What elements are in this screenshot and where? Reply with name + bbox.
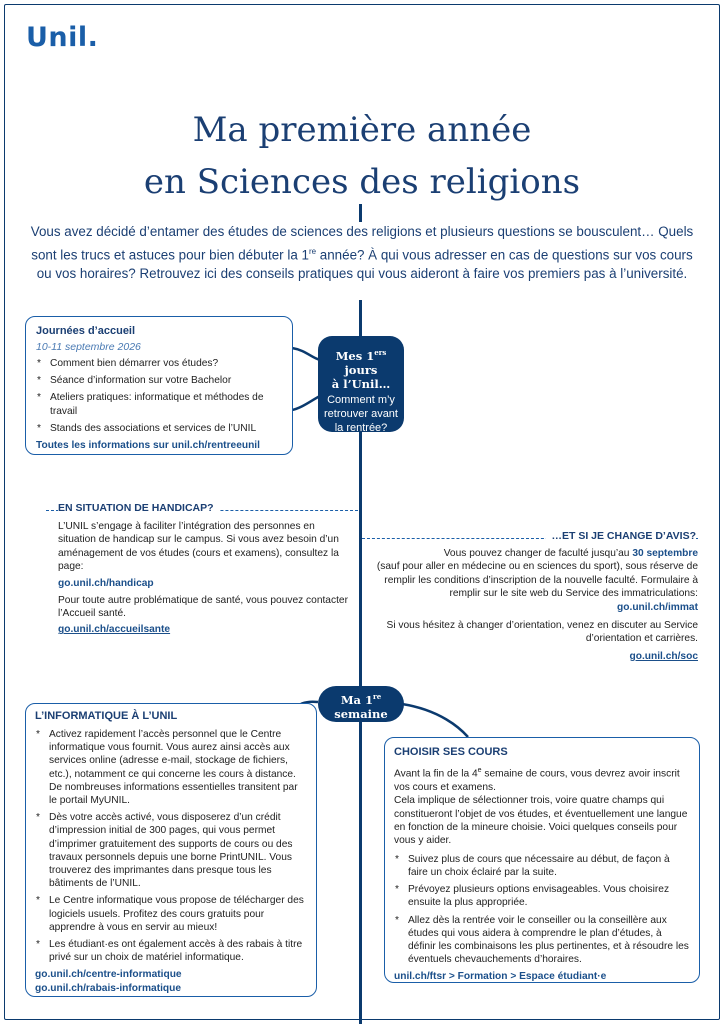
centre-informatique-link[interactable]: go.unil.ch/centre-informatique [35,969,182,981]
cours-text-2: Cela implique de sélectionner trois, voire quatre champs qui constitueront l’objet de vos études, et éventuellement une langue en fonction de la mineure choisie. Voici quelques conseils pour vous y aider. [394,795,688,847]
accueil-date: 10-11 septembre 2026 [36,341,141,353]
handicap-section [58,520,348,637]
avis-title: …ET SI JE CHANGE D’AVIS? [546,530,697,542]
unil-logo: Unil. [26,22,99,53]
list-item: * Stands des associations et services de l’UNIL [36,422,282,435]
informatique-box [25,703,317,997]
cours-list [394,853,690,967]
avis-text-1: Vous pouvez changer de faculté jusqu’au 30 septembre (sauf pour aller en médecine ou en sciences du sport), sous réserve de remplir les conditions d’inscription de la nouvelle faculté. Formulaire à remplir sur le site web du Service des immatriculations: go.unil.ch/immat [376,548,698,613]
accueil-box [25,316,293,455]
list-item: * Dès votre accès activé, vous disposerez d’un crédit d’impression initial de 300 pages, qui vous permet d’imprimer gratuitement des supports de cours ou des travaux personnels depuis une borne PrintUNIL. Vous trouverez des imprimantes dans presque tous les bâtiments de l’UNIL. [35,811,307,890]
accueil-link[interactable]: Toutes les informations sur unil.ch/rentreeunil [36,440,260,452]
accueil-title: Journées d’accueil [36,325,136,337]
handicap-text-2: Pour toute autre problématique de santé, vous pouvez contacter l’Accueil santé. [58,594,348,620]
hub-first-week-title: Ma 1re semaine [334,692,388,721]
handicap-link[interactable]: go.unil.ch/handicap [58,577,154,589]
hub-first-days [318,336,404,432]
accueil-sante-link[interactable]: go.unil.ch/accueilsante [58,624,171,636]
title-line-2: en Sciences des religions [143,162,581,202]
ftsr-link[interactable]: unil.ch/ftsr > Formation > Espace étudiant·e [394,971,607,983]
list-item: * Le Centre informatique vous propose de télécharger des logiciels usuels. Profitez des cours gratuits pour apprendre à vous en servir au mieux! [35,894,307,934]
informatique-list [35,728,307,964]
hub-first-days-title: Mes 1ers jours à l’Unil… [331,348,391,391]
avis-section [374,547,698,664]
list-item: * Comment bien démarrer vos études? [36,357,282,370]
title-line-1: Ma première année [192,110,532,150]
cours-box [384,737,700,983]
intro-text: Vous avez décidé d’entamer des études de sciences des religions et plusieurs questions se bousculent… Quels sont les trucs et astuces pour bien débuter la 1re année? À qui vous adresser en cas de questions sur vos cours ou vos horaires? Retrouvez ici des conseils pratiques qui vous aideront à faire vos premiers pas à l’université. [30,224,694,282]
list-item: * Les étudiant·es ont également accès à des rabais à titre privé sur un choix de matériel informatique. [35,938,307,964]
cours-title: CHOISIR SES COURS [394,746,508,758]
accueil-list [36,357,282,435]
avis-text-2: Si vous hésitez à changer d’orientation, venez en discuter au Service d’orientation et carrières. [386,620,698,645]
hub-first-week [318,686,404,722]
soc-link[interactable]: go.unil.ch/soc [629,650,698,662]
list-item: * Suivez plus de cours que nécessaire au début, de façon à faire un choix éclairé par la suite. [394,853,690,879]
rabais-informatique-link[interactable]: go.unil.ch/rabais-informatique [35,983,182,995]
list-item: * Allez dès la rentrée voir le conseiller ou la conseillère aux études qui vous aidera à comprendre le plan d’études, à définir les combinaisons les plus pertinentes, et à résoudre les éventuels chevauchements d’horaires. [394,914,690,967]
handicap-text-1: L’UNIL s’engage à faciliter l’intégration des personnes en situation de handicap sur le campus. Si vous avez besoin d’un aménagement de vos études (cours et examens), consultez la page: [58,521,339,573]
list-item: * Ateliers pratiques: informatique et méthodes de travail [36,391,282,417]
hub-first-days-subtitle: Comment m’y retrouver avant la rentrée? [324,393,398,434]
list-item: * Activez rapidement l’accès personnel que le Centre informatique vous fournit. Vous aurez ainsi accès aux services online (adresse e-mail, stockage de fichiers, etc.), notamment ce qui concerne les cours à distance. De nombreuses informations essentielles transitent par le portail MyUNIL. [35,728,307,807]
cours-text-1: Avant la fin de la 4e semaine de cours, vous devrez avoir inscrit vos cours et examens. [394,767,680,793]
list-item: * Prévoyez plusieurs options envisageables. Vous choisirez ensuite la plus appropriée. [394,883,690,909]
list-item: * Séance d’information sur votre Bachelor [36,374,282,387]
handicap-title: EN SITUATION DE HANDICAP? [58,502,220,514]
informatique-title: L’INFORMATIQUE À L’UNIL [35,710,178,722]
immat-link[interactable]: go.unil.ch/immat [617,601,698,613]
